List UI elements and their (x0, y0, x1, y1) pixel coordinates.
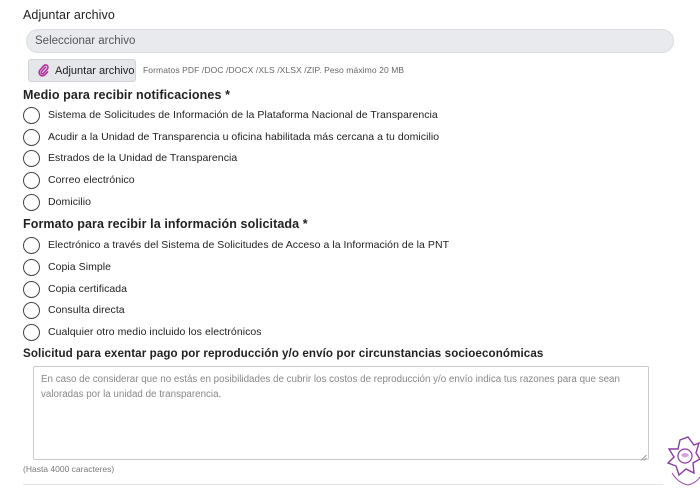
attach-file-button[interactable] (28, 59, 136, 82)
file-select-input[interactable] (26, 29, 674, 53)
radio-button[interactable] (23, 281, 40, 298)
format-option-label: Copia Simple (48, 261, 112, 273)
exemption-textarea[interactable] (33, 366, 649, 460)
format-option[interactable] (23, 257, 111, 277)
notification-option[interactable] (23, 170, 135, 190)
exemption-title: Solicitud para exentar pago por reproducción y/o envío por circunstancias socioeconómicas (23, 347, 544, 360)
format-title: Formato para recibir la información solicitada * (23, 217, 308, 231)
exemption-placeholder: En caso de considerar que no estás en posibilidades de cubrir los costos de reproducción y/o envío indica tus razones para que sean valoradas por la unidad de transparencia. (41, 374, 620, 400)
notification-option-label: Estrados de la Unidad de Transparencia (48, 152, 238, 164)
attach-file-button-label: Adjuntar archivo (55, 64, 135, 77)
format-option-label: Electrónico a través del Sistema de Solicitudes de Acceso a la Información de la PNT (48, 239, 450, 251)
notification-option-label: Acudir a la Unidad de Transparencia u oficina habilitada más cercana a tu domicilio (48, 131, 440, 143)
notification-medium-title: Medio para recibir notificaciones * (23, 88, 231, 102)
radio-button[interactable] (23, 129, 40, 146)
file-formats-hint: Formatos PDF /DOC /DOCX /XLS /XLSX /ZIP. Peso máximo 20 MB (143, 65, 405, 75)
notification-option[interactable] (23, 127, 439, 147)
format-option-label: Copia certificada (48, 283, 128, 295)
radio-button[interactable] (23, 259, 40, 276)
format-option[interactable] (23, 322, 262, 342)
notification-option-label: Sistema de Solicitudes de Información de la Plataforma Nacional de Transparencia (48, 109, 438, 121)
attach-file-title: Adjuntar archivo (23, 8, 115, 22)
paperclip-icon (38, 64, 49, 77)
notification-option[interactable] (23, 148, 237, 168)
radio-button[interactable] (23, 324, 40, 341)
notification-option-label: Correo electrónico (48, 174, 135, 186)
format-option-label: Consulta directa (48, 304, 125, 316)
divider (23, 484, 663, 485)
radio-button[interactable] (23, 172, 40, 189)
resize-grip-icon[interactable] (640, 451, 647, 458)
radio-button[interactable] (23, 107, 40, 124)
radio-button[interactable] (23, 302, 40, 319)
notification-option[interactable] (23, 192, 91, 212)
radio-button[interactable] (23, 237, 40, 254)
file-select-placeholder: Seleccionar archivo (35, 35, 136, 47)
radio-button[interactable] (23, 150, 40, 167)
notification-option[interactable] (23, 105, 438, 125)
brand-logo-icon (666, 433, 700, 489)
notification-option-label: Domicilio (48, 196, 92, 208)
format-option[interactable] (23, 235, 449, 255)
format-option[interactable] (23, 279, 127, 299)
char-limit-note: (Hasta 4000 caracteres) (23, 464, 115, 474)
format-option[interactable] (23, 300, 125, 320)
format-option-label: Cualquier otro medio incluido los electrónicos (48, 326, 262, 338)
radio-button[interactable] (23, 194, 40, 211)
